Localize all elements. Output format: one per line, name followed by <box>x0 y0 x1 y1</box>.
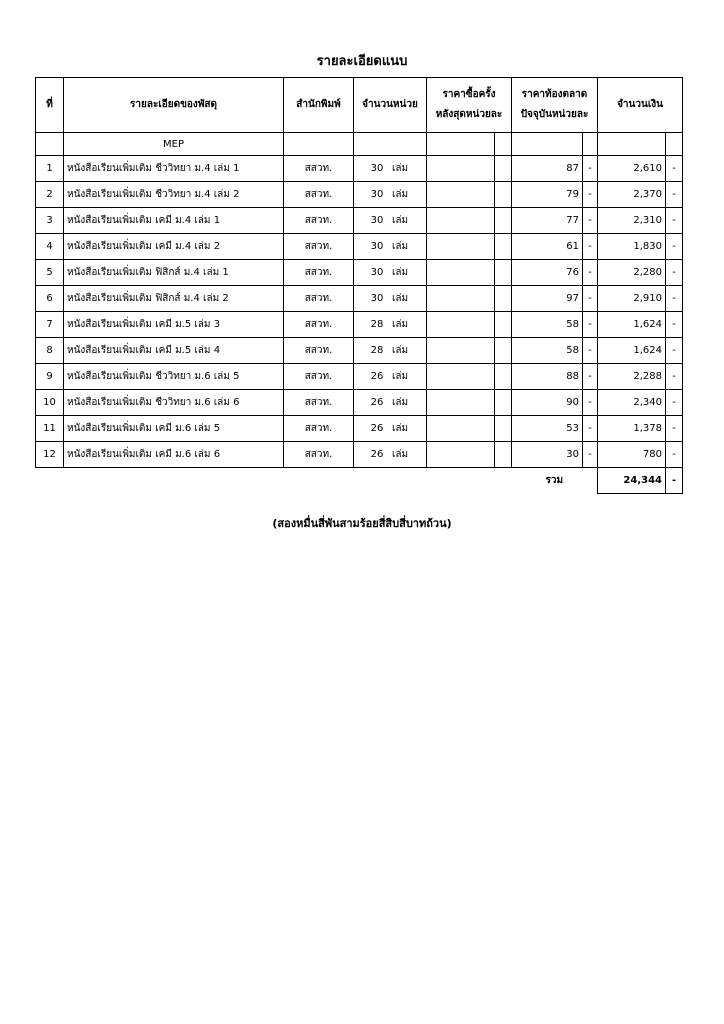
table-header-row <box>36 78 683 133</box>
row-market-price: 88 <box>512 364 583 390</box>
row-last-price-satang <box>495 286 512 312</box>
row-market-price: 58 <box>512 338 583 364</box>
row-last-price-satang <box>495 416 512 442</box>
row-qty-unit: เล่ม <box>392 241 409 252</box>
row-quantity <box>354 260 427 286</box>
row-market-price: 97 <box>512 286 583 312</box>
row-amount-satang: - <box>666 364 683 390</box>
header-amount: จำนวนเงิน <box>598 78 683 133</box>
row-no: 3 <box>36 208 64 234</box>
table-row <box>36 312 683 338</box>
header-no: ที่ <box>36 78 64 133</box>
row-amount: 2,280 <box>598 260 666 286</box>
row-qty-number: 26 <box>370 371 384 382</box>
row-amount-satang: - <box>666 416 683 442</box>
row-amount-satang: - <box>666 156 683 182</box>
row-amount-satang: - <box>666 234 683 260</box>
row-qty-number: 26 <box>370 397 384 408</box>
row-quantity <box>354 312 427 338</box>
document-title: รายละเอียดแนบ <box>316 54 408 69</box>
row-market-price-satang: - <box>583 442 598 468</box>
table-row <box>36 364 683 390</box>
row-last-price <box>427 156 495 182</box>
row-no: 12 <box>36 442 64 468</box>
row-last-price <box>427 286 495 312</box>
row-amount: 2,370 <box>598 182 666 208</box>
row-publisher: สสวท. <box>284 182 354 208</box>
row-market-price-satang: - <box>583 208 598 234</box>
row-last-price <box>427 442 495 468</box>
row-amount: 2,310 <box>598 208 666 234</box>
header-detail: รายละเอียดของพัสดุ <box>64 78 284 133</box>
row-publisher: สสวท. <box>284 260 354 286</box>
header-quantity: จำนวนหน่วย <box>354 78 427 133</box>
row-quantity <box>354 390 427 416</box>
row-last-price <box>427 182 495 208</box>
row-publisher: สสวท. <box>284 208 354 234</box>
row-detail: หนังสือเรียนเพิ่มเติม เคมี ม.6 เล่ม 5 <box>64 416 284 442</box>
header-market-price-line1: ราคาท้องตลาด <box>521 89 588 100</box>
row-publisher: สสวท. <box>284 156 354 182</box>
table-row <box>36 208 683 234</box>
row-quantity <box>354 182 427 208</box>
row-qty-unit: เล่ม <box>392 371 409 382</box>
row-market-price-satang: - <box>583 234 598 260</box>
row-last-price-satang <box>495 260 512 286</box>
row-no: 10 <box>36 390 64 416</box>
row-amount: 1,378 <box>598 416 666 442</box>
table-body <box>36 133 683 468</box>
row-detail: หนังสือเรียนเพิ่มเติม ชีววิทยา ม.4 เล่ม 1 <box>64 156 284 182</box>
row-amount: 1,624 <box>598 312 666 338</box>
row-quantity <box>354 364 427 390</box>
row-qty-number: 30 <box>370 163 384 174</box>
row-last-price <box>427 208 495 234</box>
table-row <box>36 442 683 468</box>
row-qty-unit: เล่ม <box>392 189 409 200</box>
total-amount: 24,344 <box>598 468 666 494</box>
row-market-price: 87 <box>512 156 583 182</box>
header-last-price <box>427 78 512 133</box>
row-qty-unit: เล่ม <box>392 397 409 408</box>
row-qty-unit: เล่ม <box>392 319 409 330</box>
row-qty-unit: เล่ม <box>392 215 409 226</box>
row-qty-unit: เล่ม <box>392 449 409 460</box>
row-qty-unit: เล่ม <box>392 163 409 174</box>
row-market-price-satang: - <box>583 416 598 442</box>
row-qty-number: 30 <box>370 241 384 252</box>
row-qty-number: 26 <box>370 449 384 460</box>
row-no: 5 <box>36 260 64 286</box>
row-last-price-satang <box>495 156 512 182</box>
row-last-price <box>427 234 495 260</box>
row-qty-number: 26 <box>370 423 384 434</box>
row-last-price-satang <box>495 208 512 234</box>
row-last-price <box>427 390 495 416</box>
row-market-price-satang: - <box>583 286 598 312</box>
row-market-price: 90 <box>512 390 583 416</box>
row-no: 4 <box>36 234 64 260</box>
row-amount: 1,624 <box>598 338 666 364</box>
table-row <box>36 390 683 416</box>
row-amount-satang: - <box>666 338 683 364</box>
row-publisher: สสวท. <box>284 416 354 442</box>
row-quantity <box>354 338 427 364</box>
group-label: MEP <box>64 133 284 156</box>
row-last-price-satang <box>495 312 512 338</box>
row-no: 11 <box>36 416 64 442</box>
row-last-price <box>427 260 495 286</box>
header-market-price-line2: ปัจจุบันหน่วยละ <box>520 109 589 120</box>
row-market-price: 77 <box>512 208 583 234</box>
row-qty-number: 30 <box>370 293 384 304</box>
row-amount-satang: - <box>666 286 683 312</box>
row-qty-unit: เล่ม <box>392 293 409 304</box>
amount-in-words: (สองหมื่นสี่พันสามร้อยสี่สิบสี่บาทถ้วน) <box>272 517 452 530</box>
table-row <box>36 338 683 364</box>
row-no: 1 <box>36 156 64 182</box>
table-row <box>36 416 683 442</box>
row-market-price-satang: - <box>583 182 598 208</box>
table-row <box>36 286 683 312</box>
row-qty-unit: เล่ม <box>392 345 409 356</box>
row-quantity <box>354 416 427 442</box>
header-last-price-line2: หลังสุดหน่วยละ <box>435 109 503 120</box>
row-market-price-satang: - <box>583 364 598 390</box>
row-quantity <box>354 442 427 468</box>
row-amount-satang: - <box>666 442 683 468</box>
header-last-price-line1: ราคาซื้อครั้ง <box>442 89 496 100</box>
row-qty-number: 30 <box>370 215 384 226</box>
row-market-price: 79 <box>512 182 583 208</box>
row-market-price: 30 <box>512 442 583 468</box>
table-footer <box>36 468 683 494</box>
total-satang: - <box>666 468 683 494</box>
total-label: รวม <box>545 475 564 487</box>
row-last-price <box>427 364 495 390</box>
row-qty-number: 28 <box>370 319 384 330</box>
row-last-price <box>427 312 495 338</box>
row-detail: หนังสือเรียนเพิ่มเติม เคมี ม.6 เล่ม 6 <box>64 442 284 468</box>
row-market-price-satang: - <box>583 156 598 182</box>
row-amount-satang: - <box>666 312 683 338</box>
row-no: 7 <box>36 312 64 338</box>
row-no: 9 <box>36 364 64 390</box>
row-amount: 2,610 <box>598 156 666 182</box>
row-market-price-satang: - <box>583 390 598 416</box>
row-detail: หนังสือเรียนเพิ่มเติม ชีววิทยา ม.6 เล่ม 6 <box>64 390 284 416</box>
row-market-price: 76 <box>512 260 583 286</box>
row-qty-unit: เล่ม <box>392 423 409 434</box>
row-market-price-satang: - <box>583 260 598 286</box>
row-market-price-satang: - <box>583 312 598 338</box>
group-row <box>36 133 683 156</box>
row-amount: 1,830 <box>598 234 666 260</box>
header-market-price <box>512 78 598 133</box>
items-table <box>35 77 683 494</box>
row-amount-satang: - <box>666 260 683 286</box>
row-market-price: 61 <box>512 234 583 260</box>
row-publisher: สสวท. <box>284 312 354 338</box>
row-publisher: สสวท. <box>284 442 354 468</box>
table-row <box>36 182 683 208</box>
row-publisher: สสวท. <box>284 364 354 390</box>
row-publisher: สสวท. <box>284 286 354 312</box>
row-no: 6 <box>36 286 64 312</box>
row-last-price-satang <box>495 338 512 364</box>
row-amount: 2,288 <box>598 364 666 390</box>
row-no: 2 <box>36 182 64 208</box>
row-qty-number: 30 <box>370 267 384 278</box>
row-publisher: สสวท. <box>284 338 354 364</box>
row-amount: 780 <box>598 442 666 468</box>
row-amount: 2,910 <box>598 286 666 312</box>
table-row <box>36 234 683 260</box>
row-last-price <box>427 338 495 364</box>
row-amount-satang: - <box>666 208 683 234</box>
row-detail: หนังสือเรียนเพิ่มเติม เคมี ม.5 เล่ม 4 <box>64 338 284 364</box>
header-publisher: สำนักพิมพ์ <box>284 78 354 133</box>
row-last-price-satang <box>495 234 512 260</box>
row-detail: หนังสือเรียนเพิ่มเติม เคมี ม.5 เล่ม 3 <box>64 312 284 338</box>
row-last-price <box>427 416 495 442</box>
row-amount-satang: - <box>666 182 683 208</box>
row-market-price: 53 <box>512 416 583 442</box>
row-last-price-satang <box>495 390 512 416</box>
table-row <box>36 156 683 182</box>
table-row <box>36 260 683 286</box>
row-quantity <box>354 286 427 312</box>
total-row <box>36 468 683 494</box>
row-qty-number: 28 <box>370 345 384 356</box>
row-qty-unit: เล่ม <box>392 267 409 278</box>
row-detail: หนังสือเรียนเพิ่มเติม ชีววิทยา ม.6 เล่ม 5 <box>64 364 284 390</box>
row-publisher: สสวท. <box>284 390 354 416</box>
row-quantity <box>354 156 427 182</box>
row-detail: หนังสือเรียนเพิ่มเติม เคมี ม.4 เล่ม 1 <box>64 208 284 234</box>
row-detail: หนังสือเรียนเพิ่มเติม ฟิสิกส์ ม.4 เล่ม 1 <box>64 260 284 286</box>
row-last-price-satang <box>495 364 512 390</box>
row-no: 8 <box>36 338 64 364</box>
row-amount-satang: - <box>666 390 683 416</box>
row-amount: 2,340 <box>598 390 666 416</box>
row-qty-number: 30 <box>370 189 384 200</box>
row-quantity <box>354 208 427 234</box>
row-last-price-satang <box>495 442 512 468</box>
row-quantity <box>354 234 427 260</box>
row-detail: หนังสือเรียนเพิ่มเติม ฟิสิกส์ ม.4 เล่ม 2 <box>64 286 284 312</box>
row-publisher: สสวท. <box>284 234 354 260</box>
row-last-price-satang <box>495 182 512 208</box>
row-market-price: 58 <box>512 312 583 338</box>
row-detail: หนังสือเรียนเพิ่มเติม ชีววิทยา ม.4 เล่ม 2 <box>64 182 284 208</box>
row-market-price-satang: - <box>583 338 598 364</box>
row-detail: หนังสือเรียนเพิ่มเติม เคมี ม.4 เล่ม 2 <box>64 234 284 260</box>
